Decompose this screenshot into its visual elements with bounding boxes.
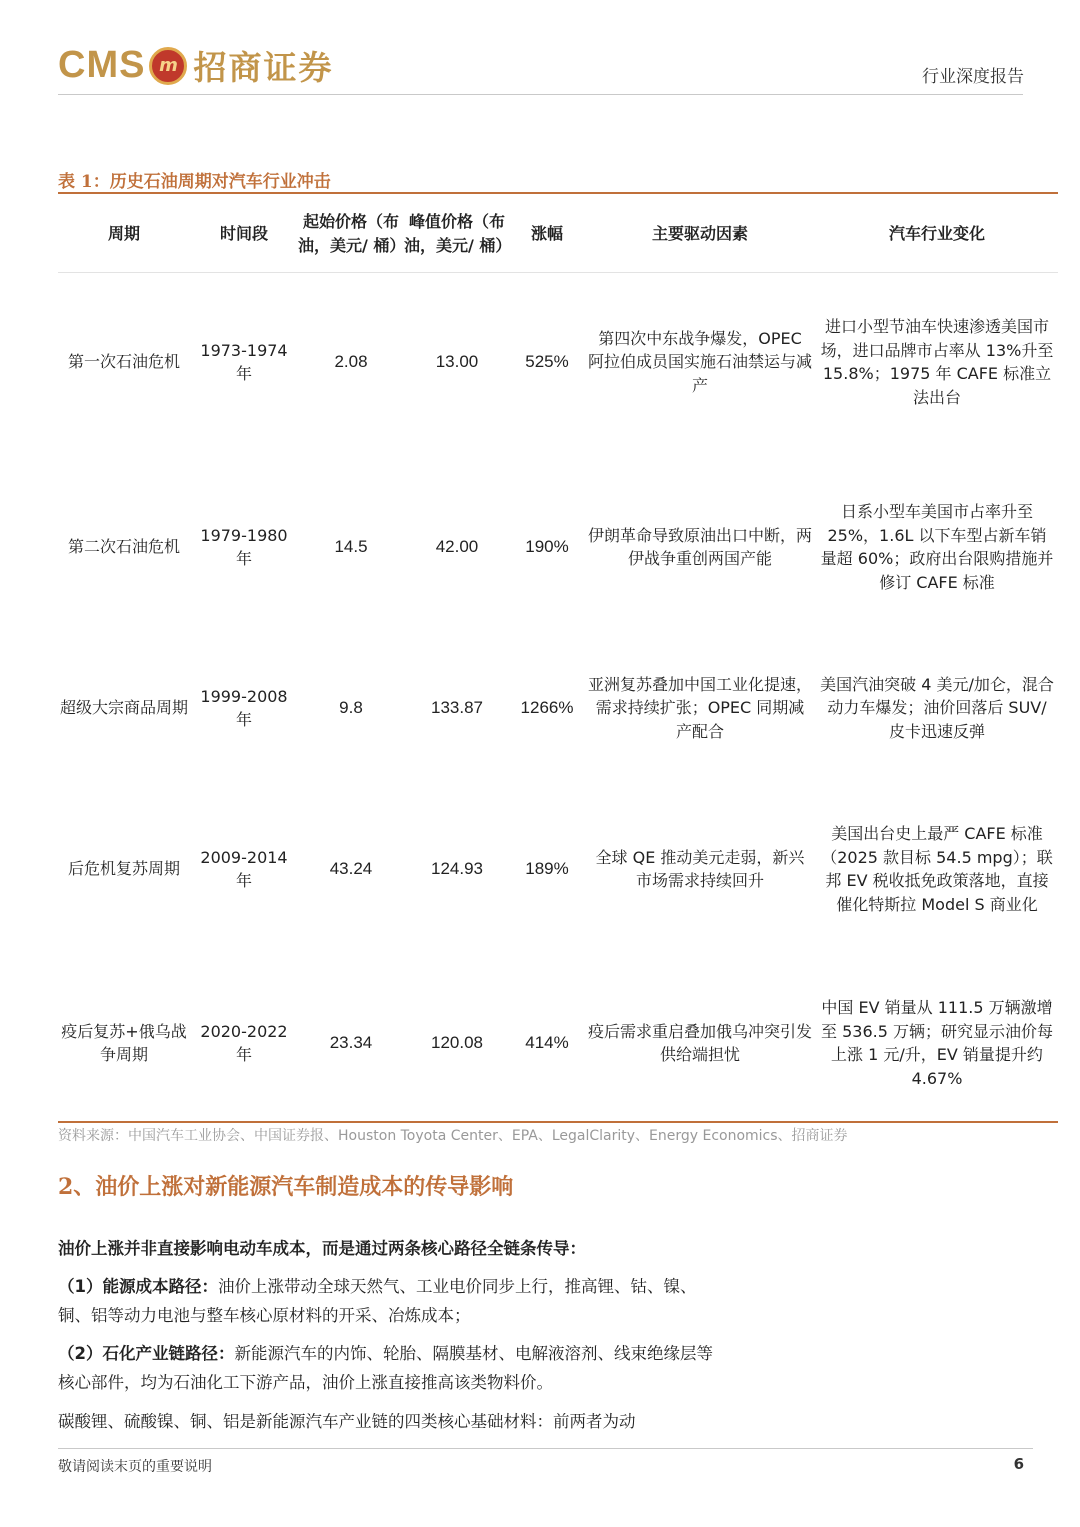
- header-start-price: 起始价格（布油，美元/ 桶）: [298, 211, 406, 255]
- cell-time: 1973-1974 年: [200, 340, 288, 383]
- footer-divider: [58, 1448, 1033, 1449]
- cell-peak-price: 120.08: [431, 1033, 483, 1053]
- cell-peak-price: 42.00: [435, 537, 479, 557]
- page-header: [58, 36, 1058, 98]
- cell-period: 超级大宗商品周期: [59, 698, 188, 718]
- caption-divider: [58, 192, 1058, 194]
- page-number: 6: [1013, 1455, 1024, 1473]
- header-period: 周期: [107, 223, 140, 243]
- cell-impact: 进口小型节油车快速渗透美国市场，进口品牌市占率从 13%升至 15.8%；1975 年 CAFE 标准立法出台: [820, 317, 1054, 407]
- cell-change: 1266%: [520, 698, 574, 718]
- header-peak-price: 峰值价格（布油，美元/ 桶）: [404, 211, 512, 255]
- paragraph-energy-path: [58, 1272, 728, 1330]
- cell-start-price: 2.08: [334, 352, 368, 372]
- table-row: [58, 965, 1058, 1121]
- logo-latin-text: CMS: [58, 44, 146, 86]
- table-row: [58, 773, 1058, 965]
- section-lead: 油价上涨并非直接影响电动车成本，而是通过两条核心路径全链条传导：: [58, 1239, 586, 1258]
- footer-disclaimer: 敬请阅读末页的重要说明: [58, 1459, 212, 1475]
- cell-start-price: 23.34: [329, 1033, 373, 1053]
- cell-change: 414%: [525, 1033, 569, 1053]
- brand-logo: [58, 42, 333, 89]
- logo-chinese-text: 招商证券: [193, 48, 334, 87]
- header-time: 时间段: [219, 223, 268, 243]
- table-row: [58, 451, 1058, 643]
- cell-impact: 美国汽油突破 4 美元/加仑，混合动力车爆发；油价回落后 SUV/皮卡迅速反弹: [820, 674, 1054, 741]
- cell-impact: 中国 EV 销量从 111.5 万辆激增至 536.5 万辆；研究显示油价每上涨 1 元/升，EV 销量提升约 4.67%: [821, 998, 1053, 1088]
- paragraph-energy-label: （1）能源成本路径：: [58, 1277, 218, 1296]
- paragraph-petrochem-path: [58, 1339, 728, 1397]
- cell-change: 189%: [525, 859, 569, 879]
- cell-driver: 伊朗革命导致原油出口中断，两伊战争重创两国产能: [588, 525, 813, 568]
- header-divider: [58, 94, 1023, 95]
- header-impact: 汽车行业变化: [888, 223, 985, 243]
- cell-impact: 美国出台史上最严 CAFE 标准（2025 款目标 54.5 mpg）；联邦 EV 税收抵免政策落地，直接催化特斯拉 Model S 商业化: [821, 824, 1053, 914]
- header-change: 涨幅: [530, 223, 563, 243]
- cell-impact: 日系小型车美国市占率升至 25%，1.6L 以下车型占新车销量超 60%；政府出台限购措施并修订 CAFE 标准: [820, 502, 1054, 592]
- table-row: [58, 643, 1058, 773]
- cell-driver: 亚洲复苏叠加中国工业化提速，需求持续扩张；OPEC 同期减产配合: [588, 674, 813, 741]
- header-driver: 主要驱动因素: [651, 223, 748, 243]
- section-title: 2、油价上涨对新能源汽车制造成本的传导影响: [58, 1174, 514, 1200]
- table-row: [58, 273, 1058, 451]
- table-bottom-divider: [58, 1121, 1058, 1123]
- paragraph-energy-text: 油价上涨带动全球天然气、工业电价同步上行，推高锂、钴、镍、铜、铝等动力电池与整车核心原材料的开采、冶炼成本；: [58, 1277, 697, 1325]
- cell-period: 第一次石油危机: [67, 352, 180, 372]
- paragraph-materials: 碳酸锂、硫酸镍、铜、铝是新能源汽车产业链的四类核心基础材料：前两者为动: [58, 1412, 636, 1431]
- oil-cycle-table: [58, 195, 1058, 1121]
- paragraph-petrochem-text: 新能源汽车的内饰、轮胎、隔膜基材、电解液溶剂、线束绝缘层等核心部件，均为石油化工下游产品，油价上涨直接推高该类物料价。: [58, 1344, 713, 1392]
- table-header-row: [58, 195, 1058, 273]
- cell-peak-price: 124.93: [431, 859, 483, 879]
- cell-change: 525%: [525, 352, 569, 372]
- cell-period: 疫后复苏+俄乌战争周期: [61, 1021, 187, 1064]
- cell-peak-price: 133.87: [431, 698, 483, 718]
- logo-emblem-icon: m: [149, 47, 187, 85]
- paragraph-petrochem-label: （2）石化产业链路径：: [58, 1344, 235, 1363]
- cell-start-price: 43.24: [329, 859, 373, 879]
- table-caption: 表 1：历史石油周期对汽车行业冲击: [58, 172, 331, 192]
- cell-period: 第二次石油危机: [67, 537, 180, 557]
- cell-driver: 疫后需求重启叠加俄乌冲突引发供给端担忧: [588, 1021, 813, 1064]
- cell-driver: 全球 QE 推动美元走弱，新兴市场需求持续回升: [595, 847, 805, 890]
- cell-time: 1999-2008 年: [200, 686, 288, 729]
- cell-time: 2009-2014 年: [200, 847, 288, 890]
- cell-change: 190%: [525, 537, 569, 557]
- cell-driver: 第四次中东战争爆发，OPEC 阿拉伯成员国实施石油禁运与减产: [588, 328, 813, 395]
- report-type: 行业深度报告: [922, 67, 1024, 87]
- table-source-note: 资料来源：中国汽车工业协会、中国证券报、Houston Toyota Center、EPA、LegalClarity、Energy Economics、招商证券: [58, 1128, 848, 1144]
- cell-start-price: 14.5: [334, 537, 368, 557]
- cell-peak-price: 13.00: [435, 352, 479, 372]
- cell-period: 后危机复苏周期: [67, 859, 180, 879]
- cell-time: 1979-1980 年: [200, 525, 288, 568]
- cell-start-price: 9.8: [339, 698, 363, 718]
- cell-time: 2020-2022 年: [200, 1021, 288, 1064]
